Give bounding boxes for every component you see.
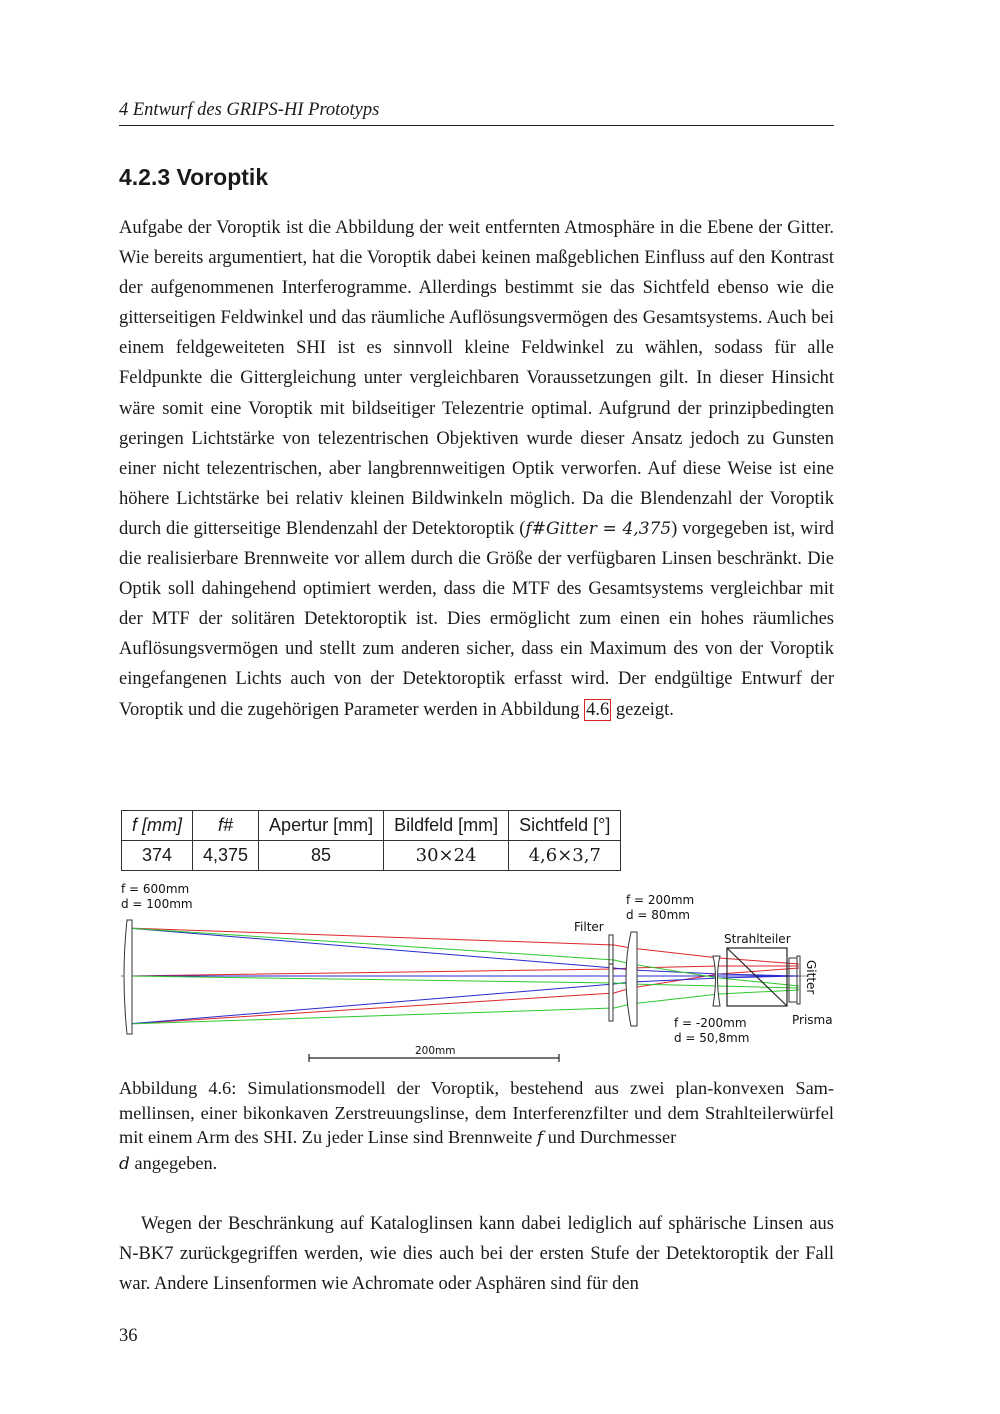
caption-var-f: f bbox=[536, 1128, 544, 1149]
parameter-table bbox=[121, 810, 621, 871]
caption-text-b: und Durchmesser bbox=[543, 1127, 677, 1148]
caption-var-d: d bbox=[119, 1153, 130, 1174]
prism-label: Prisma bbox=[792, 1013, 833, 1027]
header-focal-length: f [mm] bbox=[122, 811, 193, 841]
caption-text-c: angegeben. bbox=[129, 1152, 218, 1173]
lens3-focal-label: f = -200mm bbox=[674, 1016, 747, 1030]
figure-reference-link[interactable]: 4.6 bbox=[586, 699, 610, 720]
optical-layout-diagram bbox=[119, 878, 839, 1063]
ray-bundles bbox=[127, 928, 799, 1024]
header-f-number: f# bbox=[193, 811, 259, 841]
running-head: 4 Entwurf des GRIPS-HI Prototyps bbox=[119, 97, 834, 126]
interference-filter bbox=[609, 964, 613, 1021]
header-aperture: Apertur [mm] bbox=[259, 811, 384, 841]
cell-field-of-view: 4,6×3,7 bbox=[509, 841, 621, 871]
figure-caption bbox=[119, 1076, 834, 1176]
scale-bar-label: 200mm bbox=[415, 1045, 456, 1057]
lens1-plano-convex bbox=[124, 920, 132, 1034]
lens1-diameter-label: d = 100mm bbox=[121, 897, 193, 911]
lens2-plano-convex bbox=[626, 932, 637, 1026]
grating bbox=[797, 956, 800, 1004]
ray-red-1 bbox=[127, 928, 799, 964]
paragraph-2: Wegen der Beschränkung auf Kataloglinsen kann dabei lediglich auf sphärische Linsen aus N-BK7 zurückgegriffen werden, wie dies auch bei der ersten Stufe der Detektoroptik der Fall war. Andere Linsenformen wie Achromate oder Asphären sind für den bbox=[119, 1214, 834, 1295]
lens2-diameter-label: d = 80mm bbox=[626, 908, 690, 922]
lens3-biconcave bbox=[713, 956, 720, 1006]
paragraph-1-text-b: ) vorgegeben ist, wird die realisierbare Brennweite vor allem durch die Größe der verfügbaren Linsen beschränkt. Die Optik soll dahingehend optimiert werden, dass die MTF des Gesamtsystems vergleichbar mit der MTF der solitären Detektoroptik ist. Dies ermöglicht zum einen ein hohes räumliches Auflösungsvermögen und stellt zum anderen sicher, dass ein Maximum des von der Voroptik eingefangenen Lichts auch von der Detektoroptik erfasst wird. Der endgültige Entwurf der Voroptik und die zugehörigen Parameter werden in Abbildung bbox=[119, 518, 834, 720]
ray-blue-1 bbox=[127, 928, 799, 976]
table-header-row bbox=[122, 811, 621, 841]
cell-aperture: 85 bbox=[259, 841, 384, 871]
table-row bbox=[122, 841, 621, 871]
paragraph-1-text-c: gezeigt. bbox=[611, 699, 674, 720]
grating-label: Gitter bbox=[804, 960, 818, 995]
lens2-focal-label: f = 200mm bbox=[626, 893, 695, 907]
filter-label: Filter bbox=[574, 920, 604, 934]
cell-focal-length: 374 bbox=[122, 841, 193, 871]
beamsplitter-label: Strahlteiler bbox=[724, 932, 791, 946]
cell-f-number: 4,375 bbox=[193, 841, 259, 871]
f-number-formula: f#Gitter = 4,375 bbox=[525, 518, 672, 539]
lens3-diameter-label: d = 50,8mm bbox=[674, 1031, 750, 1045]
header-field-of-view: Sichtfeld [°] bbox=[509, 811, 621, 841]
header-image-field: Bildfeld [mm] bbox=[384, 811, 509, 841]
section-title: 4.2.3 Voroptik bbox=[119, 164, 269, 190]
caption-text-a: Abbildung 4.6: Simulationsmodell der Voroptik, bestehend aus zwei plan-konvexen Sammellinsen, einer bikonkaven Zerstreuungslinse, dem Interferenzfilter und dem Strahlteilerwürfel mit einem Arm des SHI. Zu jeder Linse sind Brennweite bbox=[119, 1078, 834, 1148]
cell-image-field: 30×24 bbox=[384, 841, 509, 871]
page-number: 36 bbox=[119, 1326, 138, 1346]
paragraph-1-text-a: Aufgabe der Voroptik ist die Abbildung der weit entfernten Atmosphäre in die Ebene der Gitter. Wie bereits argumentiert, hat die Voroptik dabei keinen maßgeblichen Einfluss auf den Kontrast der aufgenommenen Interferogramme. Allerdings bestimmt sie das Sichtfeld ebenso wie die gitterseitigen Feldwinkel und das räumliche Auflösungsvermögen des Gesamtsystems. Auch bei einem feldgeweiteten SHI ist es sinnvoll kleine Feldwinkel zu wählen, sodass für alle Feldpunkte die Gittergleichung unter vergleichbaren Voraussetzungen gilt. In dieser Hinsicht wäre somit eine Voroptik mit bildseitiger Telezentrie optimal. Aufgrund der prinzipbedingten geringen Lichtstärke von telezentrischen Objektiven wurde dieser Ansatz jedoch zu Gunsten einer nicht telezentrischen, aber langbrennweitigen Optik verworfen. Auf diese Weise ist eine höhere Lichtstärke bei relativ kleinen Bildwinkeln möglich. Da die Blendenzahl der Voroptik durch die gitterseitige Blendenzahl der Detektoroptik ( bbox=[119, 218, 834, 539]
prism bbox=[789, 958, 797, 1002]
paragraph-1 bbox=[119, 213, 834, 725]
lens1-focal-label: f = 600mm bbox=[121, 882, 190, 896]
